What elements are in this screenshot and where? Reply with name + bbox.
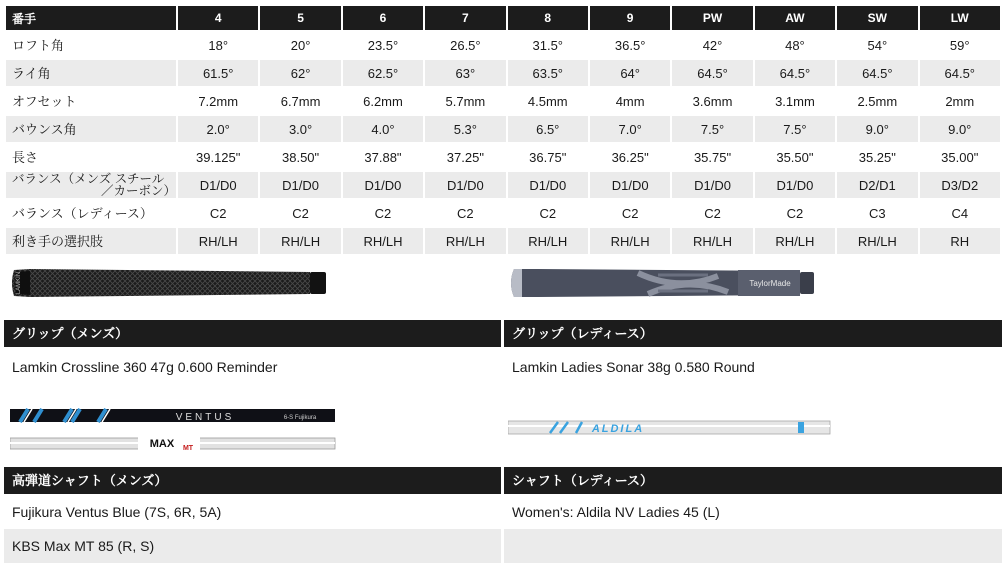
spec-cell: 64.5° [837, 60, 917, 86]
spec-cell: D1/D0 [178, 172, 258, 198]
spec-cell: 6.5° [508, 116, 588, 142]
col-header: PW [672, 6, 752, 30]
spec-corner-label: 番手 [6, 6, 176, 30]
ladies-shaft-value: Women's: Aldila NV Ladies 45 (L) [512, 504, 720, 520]
spec-cell: 20° [290, 37, 311, 53]
spec-cell: D2/D1 [837, 172, 917, 198]
spec-cell: 4.0° [343, 116, 423, 142]
spec-cell: 63° [425, 60, 505, 86]
spec-row-label [6, 200, 176, 226]
spec-cell: 26.5° [450, 37, 481, 53]
ladies-shaft-brand-text: ALDILA [591, 423, 645, 435]
spec-cell: 18° [208, 37, 229, 53]
spec-row-label-line: バランス（メンズ スチール [12, 172, 165, 186]
spec-table [4, 4, 1002, 256]
spec-cell: RH/LH [425, 228, 505, 254]
spec-cell: 54° [867, 37, 888, 53]
spec-row [6, 200, 1000, 226]
spec-cell: RH/LH [590, 228, 670, 254]
spec-cell: 6.7mm [280, 93, 321, 109]
spec-cell: 2mm [945, 93, 975, 109]
spec-cell: 35.50" [776, 149, 814, 165]
spec-cell: C2 [786, 205, 804, 221]
spec-row [6, 116, 1000, 142]
spec-cell: RH/LH [672, 228, 752, 254]
spec-row-label [6, 116, 176, 142]
ladies-grip-image [508, 264, 818, 302]
spec-row-label-line: ライ角 [12, 65, 51, 81]
mens-grip-value: Lamkin Crossline 360 47g 0.600 Reminder [12, 359, 278, 375]
spec-cell: 9.0° [837, 116, 917, 142]
mens-shafts-image [10, 400, 340, 458]
col-header: 8 [508, 6, 588, 30]
ventus-shaft-sub-text: 6-S Fujikura [283, 415, 317, 421]
spec-cell: RH/LH [508, 228, 588, 254]
spec-cell: 62° [260, 60, 340, 86]
spec-row-label-line: バウンス角 [12, 121, 77, 137]
spec-row-label-line: 長さ [12, 149, 39, 165]
spec-row-label-line: ／カーボン） [100, 184, 176, 198]
spec-cell: 48° [785, 37, 805, 53]
spec-cell: 62.5° [343, 60, 423, 86]
ventus-shaft-brand-text: VENTUS [175, 412, 235, 423]
spec-row-label-line: オフセット [12, 93, 77, 109]
col-header: LW [920, 6, 1000, 30]
spec-cell: 64.5° [920, 60, 1000, 86]
spec-cell: 36.75" [529, 149, 567, 165]
spec-cell: D3/D2 [920, 172, 1000, 198]
mens-shaft-value: KBS Max MT 85 (R, S) [4, 529, 501, 563]
mens-grip-brand-text: LAMKIN [16, 271, 22, 295]
spec-cell: 7.2mm [198, 93, 239, 109]
ladies-shaft-header: シャフト（レディース） [504, 467, 1002, 494]
ladies-shaft-empty-cell [504, 529, 1002, 563]
col-header: SW [837, 6, 917, 30]
ladies-grip-header: グリップ（レディース） [504, 320, 1002, 347]
spec-cell: 35.25" [858, 149, 896, 165]
spec-cell: 5.7mm [445, 93, 486, 109]
spec-cell: RH [920, 228, 1000, 254]
mens-shaft-header: 高弾道シャフト（メンズ） [4, 467, 501, 494]
kbs-shaft-sub-text: MT [182, 445, 194, 452]
spec-cell: 35.75" [693, 149, 732, 165]
ladies-shaft-image [508, 418, 834, 438]
spec-row [6, 144, 1000, 170]
spec-cell: 42° [702, 37, 723, 53]
spec-cell: RH/LH [343, 228, 423, 254]
spec-cell: D1/D0 [755, 172, 835, 198]
spec-cell: 5.3° [425, 116, 505, 142]
spec-row [6, 228, 1000, 254]
spec-cell: 39.125" [196, 149, 241, 165]
kbs-shaft-brand-text: MAX [149, 438, 175, 450]
spec-cell: 37.25" [446, 149, 484, 165]
spec-header-row [6, 6, 1000, 30]
spec-cell: D1/D0 [590, 172, 670, 198]
spec-row-label-line: ロフト角 [12, 37, 65, 53]
spec-cell: 3.6mm [692, 93, 733, 109]
spec-cell: 7.0° [590, 116, 670, 142]
mens-grip-image [10, 266, 330, 300]
spec-cell: 2.5mm [857, 93, 898, 109]
spec-cell: C2 [621, 205, 639, 221]
spec-cell: C2 [457, 205, 474, 221]
spec-cell: C2 [704, 205, 721, 221]
spec-cell: 4mm [615, 93, 645, 109]
spec-cell: 3.0° [260, 116, 340, 142]
spec-row-label-line: バランス（レディース） [12, 205, 153, 221]
spec-row-label [6, 88, 176, 114]
spec-cell: C2 [209, 205, 227, 221]
spec-cell: 7.5° [672, 116, 752, 142]
spec-row [6, 172, 1000, 198]
spec-cell: 6.2mm [363, 93, 403, 109]
ladies-grip-brand-text: TaylorMade [749, 279, 791, 288]
spec-cell: RH/LH [178, 228, 258, 254]
col-header: 9 [590, 6, 670, 30]
spec-row [6, 88, 1000, 114]
spec-cell: C2 [292, 205, 309, 221]
col-header: 6 [343, 6, 423, 30]
spec-cell: 36.5° [614, 37, 646, 53]
spec-cell: RH/LH [837, 228, 917, 254]
spec-cell: D1/D0 [343, 172, 423, 198]
spec-cell: C4 [951, 205, 969, 221]
spec-cell: 23.5° [367, 37, 399, 53]
spec-cell: C2 [374, 205, 392, 221]
spec-cell: D1/D0 [672, 172, 752, 198]
spec-cell: 31.5° [532, 37, 564, 53]
spec-cell: C2 [539, 205, 557, 221]
col-header: 7 [425, 6, 505, 30]
spec-row-label [6, 228, 176, 254]
spec-cell: C3 [869, 205, 886, 221]
mens-grip-header: グリップ（メンズ） [4, 320, 501, 347]
spec-cell: 64.5° [755, 60, 835, 86]
spec-cell: 2.0° [178, 116, 258, 142]
spec-cell: 64.5° [672, 60, 752, 86]
spec-row-label-line: 利き手の選択肢 [12, 233, 104, 249]
spec-cell: RH/LH [755, 228, 835, 254]
col-header: 5 [260, 6, 340, 30]
spec-cell: 38.50" [282, 149, 320, 165]
spec-row-label [6, 32, 176, 58]
col-header: 4 [178, 6, 258, 30]
spec-cell: 36.25" [611, 149, 649, 165]
ladies-grip-value: Lamkin Ladies Sonar 38g 0.580 Round [512, 359, 755, 375]
spec-cell: 63.5° [508, 60, 588, 86]
spec-row [6, 32, 1000, 58]
spec-row-label [6, 60, 176, 86]
mens-shaft-value: Fujikura Ventus Blue (7S, 6R, 5A) [12, 504, 222, 520]
spec-row-label [6, 144, 176, 170]
spec-row-label [6, 172, 176, 198]
spec-row [6, 60, 1000, 86]
spec-cell: 4.5mm [527, 93, 568, 109]
spec-cell: 64° [590, 60, 670, 86]
spec-cell: D1/D0 [260, 172, 340, 198]
spec-cell: 9.0° [920, 116, 1000, 142]
spec-cell: 7.5° [755, 116, 835, 142]
col-header: AW [755, 6, 835, 30]
spec-cell: 3.1mm [775, 93, 815, 109]
spec-cell: 37.88" [364, 149, 402, 165]
spec-cell: 61.5° [178, 60, 258, 86]
spec-cell: D1/D0 [425, 172, 505, 198]
spec-cell: 59° [949, 37, 970, 53]
spec-cell: RH/LH [260, 228, 340, 254]
spec-cell: 35.00" [941, 149, 979, 165]
spec-cell: D1/D0 [508, 172, 588, 198]
